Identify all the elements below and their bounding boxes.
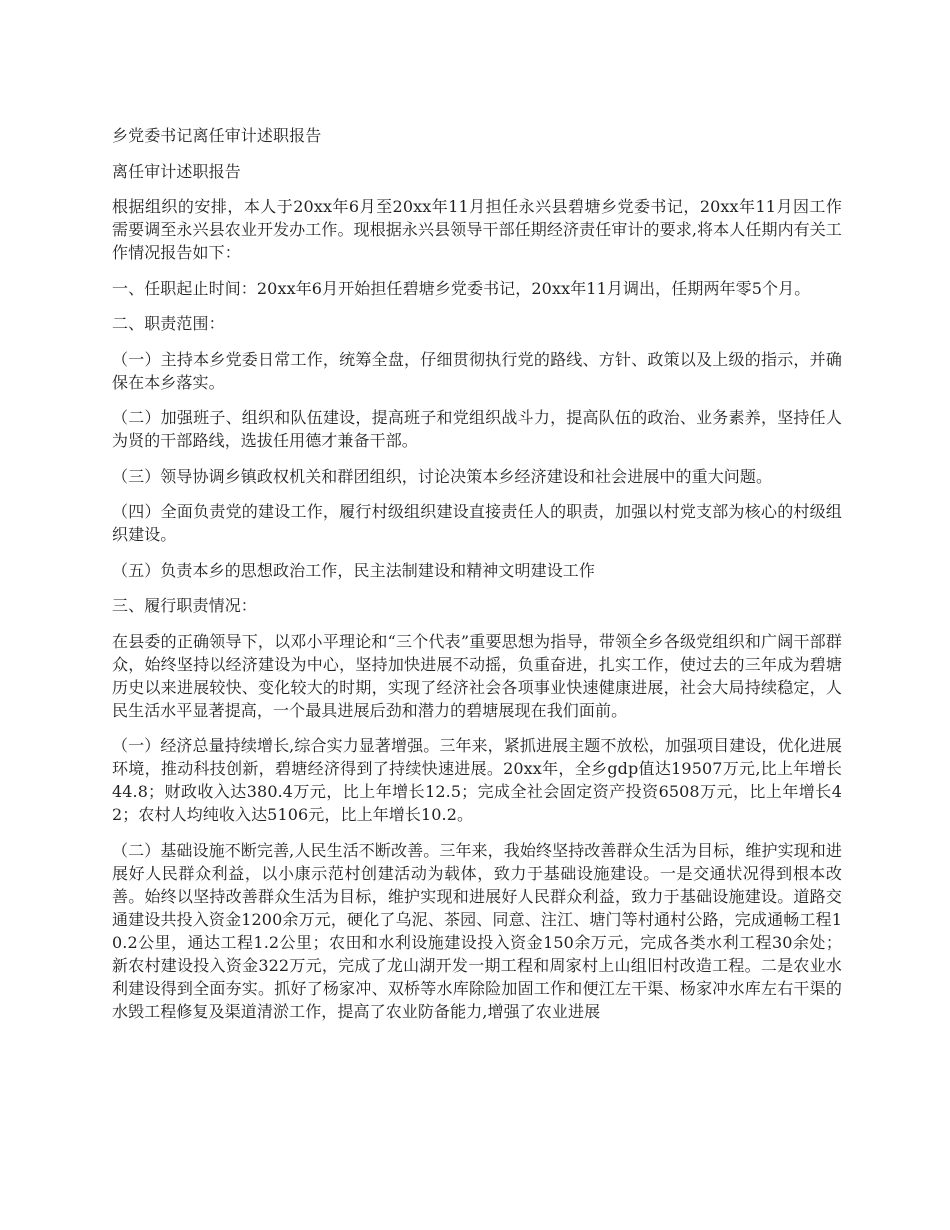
paragraph-performance-overview: 在县委的正确领导下，以邓小平理论和“三个代表”重要思想为指导，带领全乡各级党组织和广阔干部群众，始终坚持以经济建设为中心，坚持加快进展不动摇，负重奋进，扎实工作，使过去的三年成为碧塘历史以来进展较快、变化较大的时期，实现了经济社会各项事业快速健康进展，社会大局持续稳定，人民生活水平显著提高，一个最具进展后劲和潜力的碧塘展现在我们面前。 [112,631,842,720]
paragraph-economy: （一）经济总量持续增长,综合实力显著增强。三年来，紧抓进展主题不放松，加强项目建设，优化进展环境，推动科技创新，碧塘经济得到了持续快速进展。20xx年，全乡gdp值达19507万元,比上年增长44.8；财政收入达380.4万元，比上年增长12.5；完成全社会固定资产投资6508万元，比上年增长42；农村人均纯收入达5106元，比上年增长10.2。 [112,736,842,824]
section-heading-duties: 二、职责范围： [112,314,225,333]
paragraph-term: 一、任职起止时间：20xx年6月开始担任碧塘乡党委书记，20xx年11月调出，任期两年零5个月。 [112,278,811,298]
document-title: 乡党委书记离任审计述职报告 [112,126,322,145]
paragraph-duty-1: （一）主持本乡党委日常工作，统筹全盘，仔细贯彻执行党的路线、方针、政策以及上级的指示，并确保在本乡落实。 [112,349,842,392]
document-page [112,124,842,1035]
paragraph-duty-3: （三）领导协调乡镇政权机关和群团组织，讨论决策本乡经济建设和社会进展中的重大问题。 [112,466,773,486]
paragraph-duty-2: （二）加强班子、组织和队伍建设，提高班子和党组织战斗力，提高队伍的政治、业务素养，坚持任人为贤的干部路线，选拔任用德才兼备干部。 [112,408,842,450]
paragraph-duty-5: （五）负责本乡的思想政治工作，民主法制建设和精神文明建设工作 [112,560,596,580]
paragraph-duty-4: （四）全面负责党的建设工作，履行村级组织建设直接责任人的职责，加强以村党支部为核心的村级组织建设。 [112,502,842,544]
document-subtitle: 离任审计述职报告 [112,161,241,181]
paragraph-infrastructure: （二）基础设施不断完善,人民生活不断改善。三年来，我始终坚持改善群众生活为目标，维护实现和进展好人民群众利益，以小康示范村创建活动为载体，致力于基础设施建设。一是交通状况得到根本改善。始终以坚持改善群众生活为目标，维护实现和进展好人民群众利益，致力于基础设施建设。道路交通建设共投入资金1200余万元，硬化了乌泥、茶园、同意、注江、塘门等村通村公路，完成通畅工程10.2公里，通达工程1.2公里；农田和水利设施建设投入资金150余万元，完成各类水利工程30余处；新农村建设投入资金322万元，完成了龙山湖开发一期工程和周家村上山组旧村改造工程。二是农业水利建设得到全面夯实。抓好了杨家冲、双桥等水库除险加固工作和便江左干渠、杨家冲水库左右干渠的水毁工程修复及渠道清淤工作，提高了农业防备能力,增强了农业进展 [112,840,842,1021]
paragraph-intro: 根据组织的安排，本人于20xx年6月至20xx年11月担任永兴县碧塘乡党委书记，20xx年11月因工作需要调至永兴县农业开发办工作。现根据永兴县领导干部任期经济责任审计的要求,将本人任期内有关工作情况报告如下： [112,197,842,262]
section-heading-performance: 三、履行职责情况： [112,596,257,615]
